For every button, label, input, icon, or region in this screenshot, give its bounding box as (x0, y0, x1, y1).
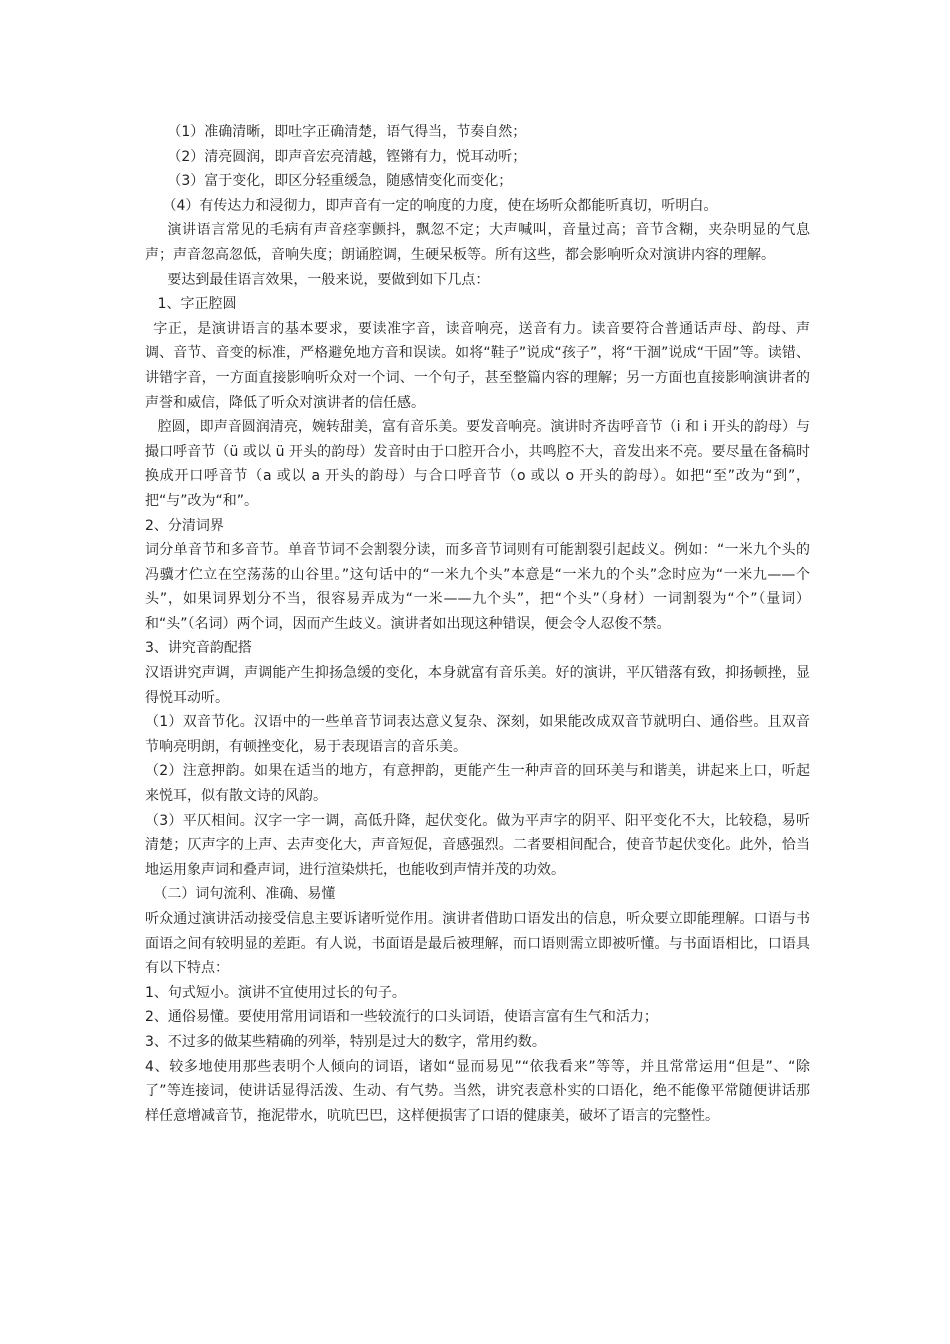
list-item-ping-ze: （3）平仄相间。汉字一字一调，高低升降，起伏变化。做为平声字的阴平、阳平变化不大，比较稳，易听清楚；仄声字的上声、去声变化大，声音短促，音感强烈。二者要相间配合，使音节起伏变化。此外，恰当地运用象声词和叠声词，进行渲染烘托，也能收到声情并茂的功效。 (145, 812, 810, 878)
section-heading-2: 2、分清词界 (145, 517, 224, 534)
paragraph-zi-zheng: 字正，是演讲语言的基本要求，要读准字音，读音响亮，送音有力。读音要符合普通话声母、韵母、声调、音节、音变的标准，严格避免地方音和误读。如将“鞋子”说成“孩子”，将“干涸”说成“干固”等。读错、讲错字音，一方面直接影响听众对一个词、一个句子，甚至整篇内容的理解；另一方面也直接影响演讲者的声誉和威信，降低了听众对演讲者的信任感。 (145, 320, 810, 411)
paragraph-tones: 汉语讲究声调，声调能产生抑扬急缓的变化，本身就富有音乐美。好的演讲，平仄错落有致，抑扬顿挫，显得悦耳动听。 (145, 665, 810, 706)
list-item-short-sentences: 1、句式短小。演讲不宜使用过长的句子。 (145, 984, 406, 1001)
paragraph-word-boundary: 词分单音节和多音节。单音节词不会割裂分读，而多音节词则有可能割裂引起歧义。例如：“一米九个头的冯骥才伫立在空荡荡的山谷里。”这句话中的“一米九个头”本意是“一米九的个头”念时应为“一米九——个头”，如果词界划分不当，很容易弄成为“一米——九个头”，把“个头”（身材）一词割裂为“个”（量词）和“头”（名词）两个词，因而产生歧义。演讲者如出现这种错误，便会令人忍俊不禁。 (145, 542, 810, 632)
list-item-2: （2）清亮圆润，即声音宏亮清越，铿锵有力，悦耳动听； (167, 148, 527, 165)
list-item-disyllabic: （1）双音节化。汉语中的一些单音节词表达意义复杂、深刻，如果能改成双音节就明白、通俗些。且双音节响亮明朗，有顿挫变化，易于表现语言的音乐美。 (145, 714, 810, 755)
paragraph-common-problems: 演讲语言常见的毛病有声音痉挛颤抖，飘忽不定；大声喊叫，音量过高；音节含糊，夹杂明显的气息声；声音忽高忽低，音响失度；朗诵腔调，生硬呆板等。所有这些，都会影响听众对演讲内容的理解。 (145, 222, 810, 263)
paragraph-qiang-yuan: 腔圆，即声音圆润清亮，婉转甜美，富有音乐美。要发音响亮。演讲时齐齿呼音节（i 和 i 开头的韵母）与撮口呼音节（ü 或以 ü 开头的韵母）发音时由于口腔开合小，共鸣腔不大，音发出来不亮。要尽量在备稿时换成开口呼音节（a 或以 a 开头的韵母）与合口呼音节（o 或以 o 开头的韵母）。如把“至”改为“到”，把“与”改为“和”。 (145, 419, 810, 509)
list-item-personal-words: 4、较多地使用那些表明个人倾向的词语，诸如“显而易见”“依我看来”等等，并且常常运用“但是”、“除了”等连接词，使讲话显得活泼、生动、有气势。当然，讲究表意朴实的口语化，绝不能像平常随便讲话那样任意增减音节，拖泥带水，吭吭巴巴，这样便损害了口语的健康美，破坏了语言的完整性。 (145, 1058, 810, 1124)
section-heading-fluency: （二）词句流利、准确、易懂 (153, 886, 336, 903)
list-item-approximate-numbers: 3、不过多的做某些精确的列举，特别是过大的数字，常用约数。 (145, 1033, 546, 1050)
list-item-1: （1）准确清晰，即吐字正确清楚，语气得当，节奏自然； (167, 124, 527, 140)
section-heading-1: 1、字正腔圆 (157, 296, 237, 313)
list-item-rhyme: （2）注意押韵。如果在适当的地方，有意押韵，更能产生一种声音的回环美与和谐美，讲起来上口，听起来悦耳，似有散文诗的风韵。 (145, 763, 810, 805)
paragraph-listening: 听众通过演讲活动接受信息主要诉诸听觉作用。演讲者借助口语发出的信息，听众要立即能理解。口语与书面语之间有较明显的差距。有人说，书面语是最后被理解，而口语则需立即被听懂。与书面语相比，口语具有以下特点： (145, 911, 810, 977)
document-body (145, 120, 810, 1128)
list-item-3: （3）富于变化，即区分轻重缓急，随感情变化而变化； (167, 173, 513, 190)
list-item-easy-to-understand: 2、通俗易懂。要使用常用词语和一些较流行的口头词语，使语言富有生气和活力； (145, 1009, 658, 1026)
section-heading-3: 3、讲究音韵配搭 (145, 640, 252, 657)
list-item-4: （4）有传达力和浸彻力，即声音有一定的响度的力度，使在场听众都能听真切，听明白。 (162, 197, 718, 214)
paragraph-best-effect: 要达到最佳语言效果，一般来说，要做到如下几点： (167, 271, 490, 288)
